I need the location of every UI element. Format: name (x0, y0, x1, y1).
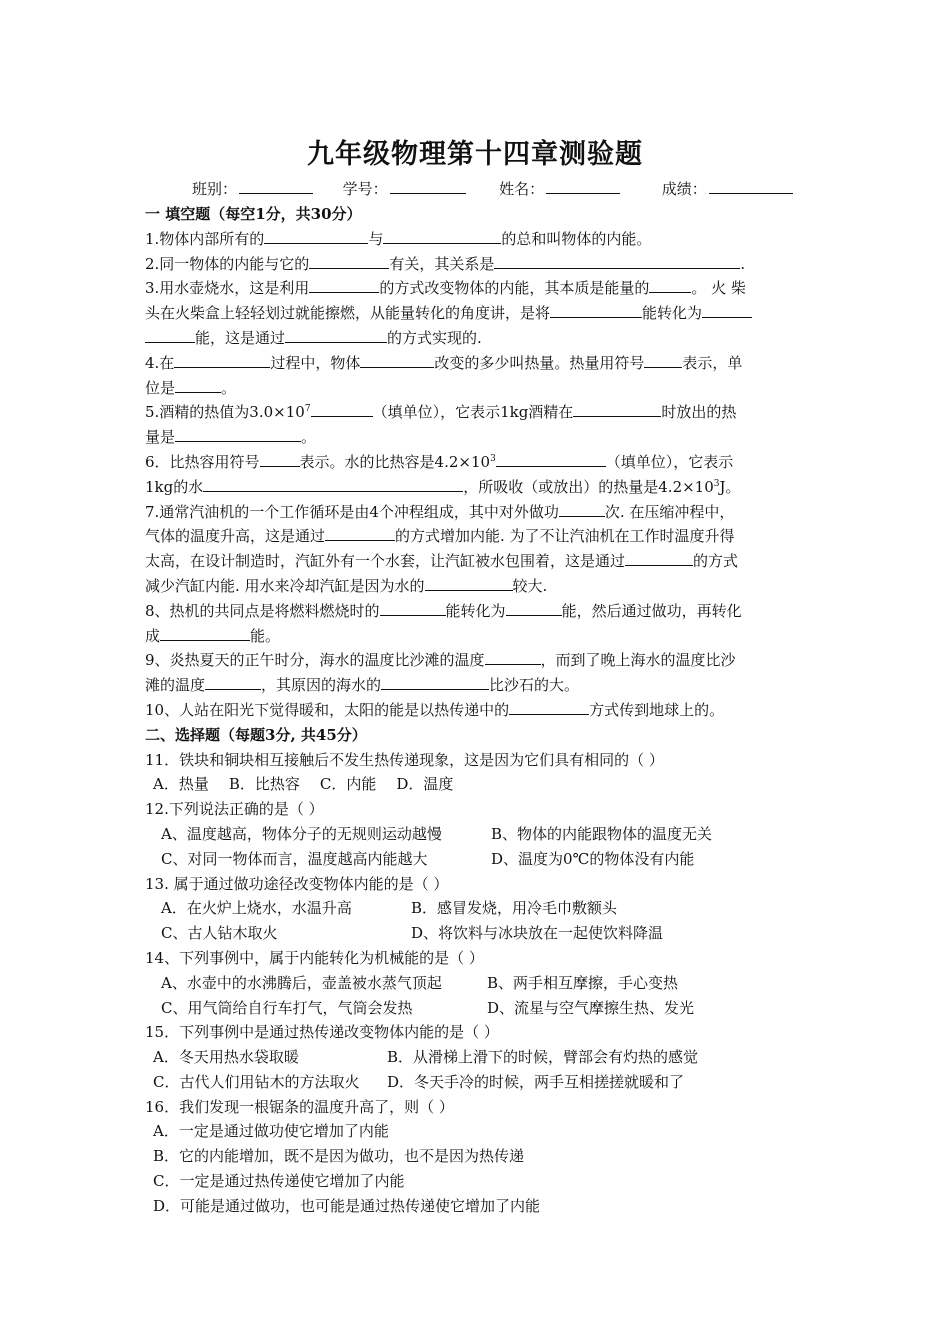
section-heading-fill: 一 填空题（每空1分，共30分） (145, 205, 362, 223)
q8-text: 能。 (250, 626, 281, 645)
choice-options-row (145, 822, 813, 847)
q3-text: 能转化为 (642, 304, 703, 323)
q1-text: 的总和叫物体的内能。 (501, 229, 652, 248)
choice-questions (145, 748, 813, 1219)
choice-question-stem: 12.下列说法正确的是（ ） (145, 800, 324, 819)
answer-blank[interactable] (380, 600, 446, 616)
q6-exponent: 3 (490, 453, 496, 464)
choice-question-stem: 16．我们发现一根锯条的温度升高了，则（ ） (145, 1097, 454, 1116)
q1-text: 与 (368, 229, 384, 248)
score-label: 成绩： (661, 180, 707, 198)
q7-text: 的方式增加内能. 为了不让汽油机在工作时温度升得 (395, 527, 735, 546)
q5-exponent: 7 (304, 404, 311, 415)
choice-option[interactable]: C．古代人们用钻木的方法取火 (153, 1072, 360, 1091)
answer-blank[interactable] (559, 501, 605, 517)
question-4-cont (145, 376, 813, 401)
score-field[interactable] (709, 179, 793, 194)
q2-text: 2.同一物体的内能与它的 (145, 254, 310, 273)
question-9-cont (145, 673, 813, 698)
question-8-cont (145, 624, 813, 649)
answer-blank[interactable] (325, 525, 395, 541)
answer-blank[interactable] (649, 277, 691, 293)
choice-question-stem: 13. 属于通过做功途径改变物体内能的是（ ） (145, 874, 449, 893)
answer-blank[interactable] (644, 352, 682, 368)
choice-question-stem: 14、下列事例中，属于内能转化为机械能的是（ ） (145, 948, 484, 967)
answer-blank[interactable] (145, 327, 195, 343)
page-title: 九年级物理第十四章测验题 (307, 139, 643, 170)
q4-text: 过程中，物体 (270, 353, 361, 372)
choice-options-row (145, 996, 813, 1021)
answer-blank[interactable] (496, 451, 606, 467)
choice-option[interactable]: A．一定是通过做功使它增加了内能 (153, 1122, 389, 1141)
q4-text: 。 (221, 378, 237, 397)
question-10 (145, 698, 813, 723)
choice-options-row (145, 1194, 813, 1219)
q7-text: 较大. (512, 576, 548, 595)
q5-text: 5.酒精的热值为3.0×10 (145, 403, 305, 422)
answer-blank[interactable] (506, 600, 562, 616)
q8-text: 能转化为 (445, 601, 506, 620)
student-number-label: 学号： (342, 180, 388, 198)
choice-options-row (145, 1144, 813, 1169)
choice-option[interactable]: D．可能是通过做功，也可能是通过热传递使它增加了内能 (153, 1196, 541, 1215)
choice-option[interactable]: C．内能 (319, 775, 377, 794)
q8-text: 成 (145, 626, 161, 645)
choice-option[interactable]: A．热量 (153, 775, 209, 794)
q3-text: 的方式改变物体的内能，其本质是能量的 (379, 279, 650, 298)
q4-text: 表示，单 (682, 353, 743, 372)
exam-content (145, 202, 813, 1219)
q10-text: 方式传到地球上的。 (589, 700, 725, 719)
q6-exponent: 3 (713, 478, 720, 489)
answer-blank[interactable] (174, 352, 270, 368)
choice-options-row (145, 1045, 813, 1070)
answer-blank[interactable] (205, 674, 261, 690)
answer-blank[interactable] (260, 451, 300, 467)
answer-blank[interactable] (309, 277, 379, 293)
question-1 (145, 227, 813, 252)
q9-text: ，而到了晚上海水的温度比沙 (540, 651, 736, 670)
q4-text: 改变的多少叫热量。热量用符号 (434, 353, 645, 372)
class-field[interactable] (239, 179, 313, 194)
question-6-cont (145, 475, 813, 500)
q7-text: 7.通常汽油机的一个工作循环是由4个冲程组成，其中对外做功 (145, 502, 559, 521)
name-field[interactable] (546, 179, 620, 194)
answer-blank[interactable] (285, 327, 387, 343)
q7-text: 太高，在设计制造时，汽缸外有一个水套，让汽缸被水包围着，这是通过 (145, 552, 626, 571)
choice-option[interactable]: A．冬天用热水袋取暖 (153, 1048, 299, 1067)
choice-options-row (145, 772, 813, 797)
q6-text: 1kg的水 (145, 477, 204, 496)
q7-text: 气体的温度升高，这是通过 (145, 527, 326, 546)
question-3-cont (145, 326, 813, 351)
answer-blank[interactable] (160, 625, 250, 641)
section-heading-choice: 二、选择题（每题3分, 共45分） (145, 725, 367, 744)
q7-text: 减少汽缸内能. 用水来冷却汽缸是因为水的 (145, 576, 425, 595)
choice-options-row (145, 847, 813, 872)
name-label: 姓名： (499, 180, 545, 198)
q5-text: 。 (301, 428, 317, 447)
q3-text: 头在火柴盒上轻轻划过就能擦燃，从能量转化的角度讲，是将 (145, 304, 551, 323)
q9-text: 滩的温度 (145, 676, 206, 695)
q1-text: 1.物体内部所有的 (145, 229, 265, 248)
answer-blank[interactable] (485, 649, 541, 665)
q7-text: 次. 在压缩冲程中， (604, 502, 735, 521)
q6-text: ，所吸收（或放出）的热量是4.2×10 (463, 477, 714, 496)
q4-text: 4.在 (145, 353, 175, 372)
choice-options-row (145, 1119, 813, 1144)
choice-option[interactable]: D、将饮料与冰块放在一起使饮料降温 (411, 924, 664, 943)
question-9 (145, 648, 813, 673)
answer-blank[interactable] (381, 674, 489, 690)
answer-blank[interactable] (175, 426, 301, 442)
q5-text: 时放出的热 (661, 403, 737, 422)
q6-text: J。 (719, 477, 741, 496)
q6-text: 表示。水的比热容是4.2×10 (299, 452, 491, 471)
choice-option[interactable]: B．比热容 (228, 775, 300, 794)
question-7-cont (145, 574, 813, 599)
choice-option[interactable]: B．感冒发烧，用冷毛巾敷额头 (411, 899, 618, 918)
question-8 (145, 599, 813, 624)
choice-option[interactable]: B、物体的内能跟物体的温度无关 (491, 824, 713, 843)
choice-options-row (145, 1070, 813, 1095)
question-2 (145, 252, 813, 277)
q7-text: 的方式 (693, 552, 739, 571)
answer-blank[interactable] (309, 253, 389, 269)
q9-text: 9、炎热夏天的正午时分，海水的温度比沙滩的温度 (145, 651, 485, 670)
q5-text: 量是 (145, 428, 176, 447)
answer-blank[interactable] (311, 401, 373, 417)
q9-text: ，其原因的海水的 (261, 676, 382, 695)
answer-blank[interactable] (360, 352, 434, 368)
choice-options-row (145, 971, 813, 996)
choice-option[interactable]: A．在火炉上烧水，水温升高 (161, 899, 352, 918)
answer-blank[interactable] (509, 699, 589, 715)
choice-question-stem: 11．铁块和铜块相互接触后不发生热传递现象，这是因为它们具有相同的（ ） (145, 750, 664, 769)
answer-blank[interactable] (425, 575, 513, 591)
choice-option[interactable]: D．温度 (396, 775, 454, 794)
choice-option[interactable]: B、两手相互摩擦，手心变热 (487, 973, 679, 992)
q9-text: 比沙石的大。 (489, 676, 580, 695)
question-3-cont (145, 301, 813, 326)
q3-text: 3.用水壶烧水，这是利用 (145, 279, 310, 298)
q6-text: （填单位），它表示 (605, 452, 734, 471)
choice-option[interactable]: A、水壶中的水沸腾后，壶盖被水蒸气顶起 (161, 973, 442, 992)
q3-text: 。 火 柴 (691, 279, 746, 298)
choice-options-row (145, 896, 813, 921)
answer-blank[interactable] (550, 302, 642, 318)
choice-option[interactable]: A、温度越高，物体分子的无规则运动越慢 (161, 824, 442, 843)
answer-blank[interactable] (203, 476, 463, 492)
q4-text: 位是 (145, 378, 176, 397)
q6-text: 6．比热容用符号 (145, 452, 260, 471)
answer-blank[interactable] (494, 253, 740, 269)
choice-option[interactable]: C．一定是通过热传递使它增加了内能 (153, 1172, 405, 1191)
choice-option[interactable]: B．它的内能增加，既不是因为做功，也不是因为热传递 (153, 1147, 525, 1166)
question-7 (145, 500, 813, 525)
choice-option[interactable]: D．冬天手冷的时候，两手互相搓搓就暖和了 (387, 1072, 685, 1091)
choice-options-row (145, 1169, 813, 1194)
answer-blank[interactable] (383, 228, 501, 244)
choice-option[interactable]: B．从滑梯上滑下的时候，臂部会有灼热的感觉 (387, 1048, 699, 1067)
choice-option[interactable]: D、温度为0℃的物体没有内能 (491, 849, 695, 868)
question-6 (145, 450, 813, 475)
answer-blank[interactable] (573, 401, 661, 417)
q3-text: 能，这是通过 (195, 328, 286, 347)
choice-option[interactable]: C、对同一物体而言，温度越高内能越大 (161, 849, 428, 868)
choice-options-row (145, 921, 813, 946)
class-label: 班别： (192, 180, 238, 198)
q5-text: （填单位），它表示1kg酒精在 (372, 403, 574, 422)
student-info-row (192, 178, 793, 199)
answer-blank[interactable] (702, 302, 752, 318)
question-7-cont (145, 549, 813, 574)
question-4 (145, 351, 813, 376)
student-number-field[interactable] (390, 179, 466, 194)
choice-option[interactable]: C、用气筒给自行车打气，气筒会发热 (161, 998, 413, 1017)
answer-blank[interactable] (625, 550, 693, 566)
choice-option[interactable]: D、流星与空气摩擦生热、发光 (487, 998, 695, 1017)
q2-text: 有关，其关系是 (389, 254, 495, 273)
q2-text: . (740, 254, 746, 273)
answer-blank[interactable] (175, 377, 221, 393)
choice-option[interactable]: C、古人钻木取火 (161, 924, 278, 943)
q8-text: 8、热机的共同点是将燃料燃烧时的 (145, 601, 380, 620)
question-5-cont (145, 425, 813, 450)
q3-text: 的方式实现的. (387, 328, 482, 347)
q8-text: 能，然后通过做功，再转化 (561, 601, 742, 620)
q10-text: 10、人站在阳光下觉得暖和，太阳的能是以热传递中的 (145, 700, 510, 719)
question-5 (145, 400, 813, 425)
answer-blank[interactable] (264, 228, 368, 244)
question-3 (145, 276, 813, 301)
question-7-cont (145, 524, 813, 549)
choice-question-stem: 15．下列事例中是通过热传递改变物体内能的是（ ） (145, 1023, 499, 1042)
